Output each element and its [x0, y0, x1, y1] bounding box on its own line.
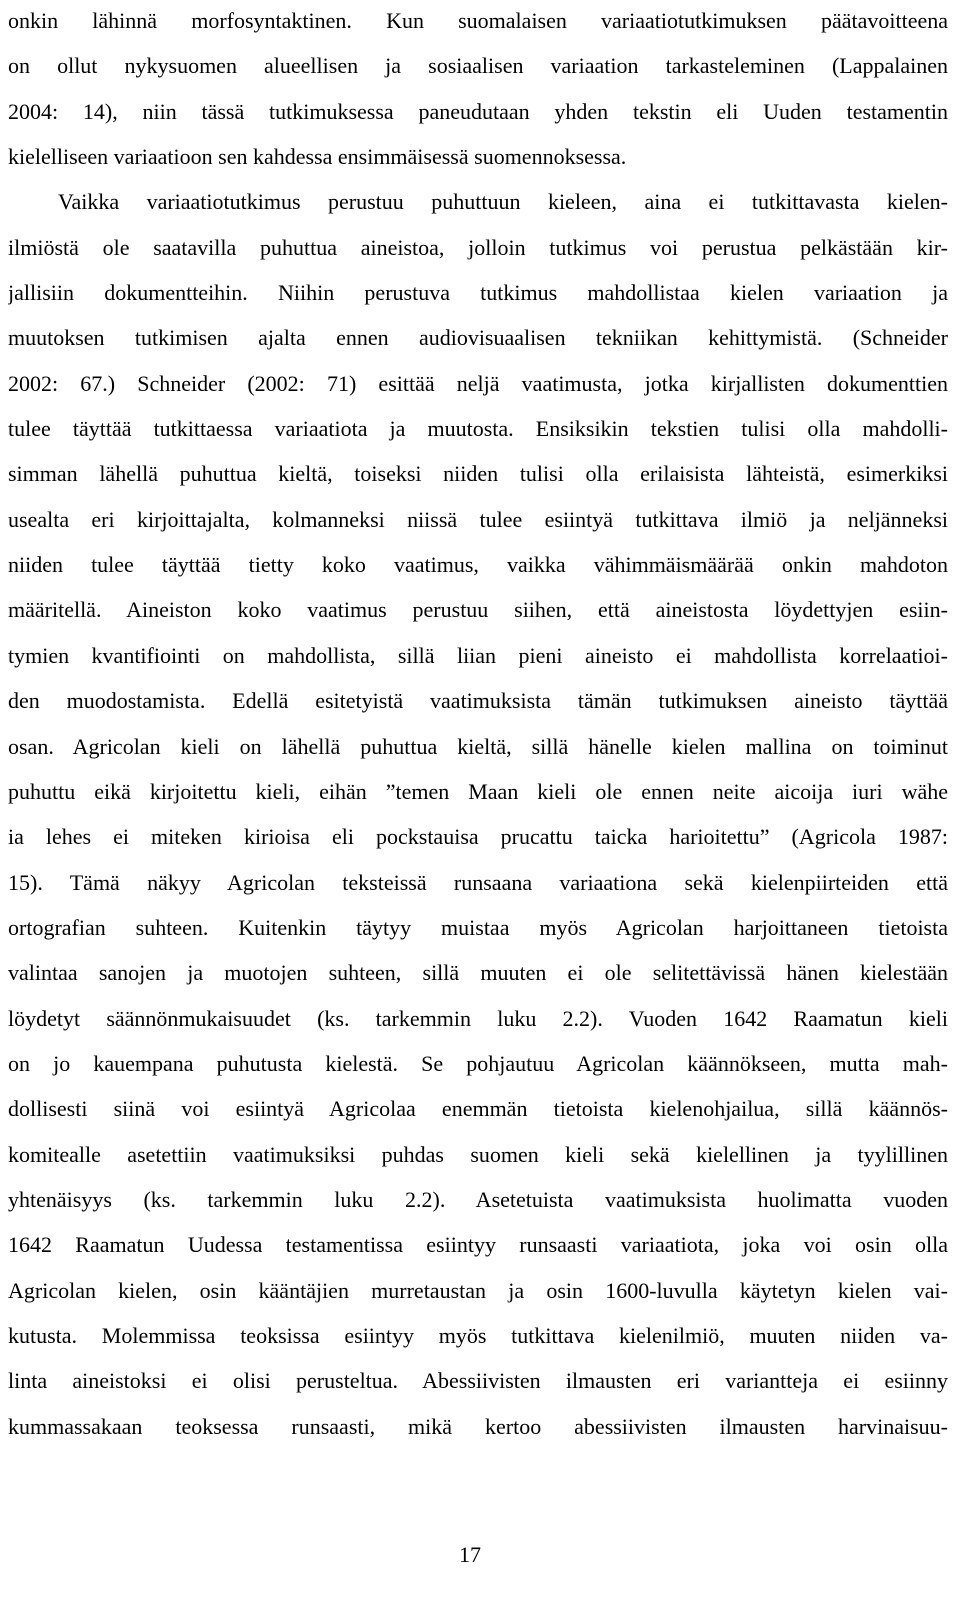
- text-line: muutoksen tutkimisen ajalta ennen audiovisuaalisen tekniikan kehittymistä. (Schneider: [8, 325, 948, 351]
- text-line: on ollut nykysuomen alueellisen ja sosiaalisen variaation tarkasteleminen (Lappalainen: [8, 53, 948, 79]
- text-line: kielelliseen variaatioon sen kahdessa ensimmäisessä suomennoksessa.: [8, 144, 627, 170]
- text-line: den muodostamista. Edellä esitetyistä vaatimuksista tämän tutkimuksen aineisto täyttää: [8, 688, 948, 714]
- text-line: valintaa sanojen ja muotojen suhteen, sillä muuten ei ole selitettävissä hänen kielestään: [8, 960, 948, 986]
- text-line: kutusta. Molemmissa teoksissa esiintyy myös tutkittava kielenilmiö, muuten niiden va-: [8, 1322, 948, 1348]
- text-line: löydetyt säännönmukaisuudet (ks. tarkemmin luku 2.2). Vuoden 1642 Raamatun kieli: [8, 1005, 948, 1031]
- text-line: simman lähellä puhuttua kieltä, toiseksi niiden tulisi olla erilaisista lähteistä, esimerkiksi: [8, 461, 948, 487]
- text-line: on jo kauempana puhutusta kielestä. Se pohjautuu Agricolan käännökseen, mutta mah-: [8, 1050, 948, 1076]
- text-line: ilmiöstä ole saatavilla puhuttua aineistoa, jolloin tutkimus voi perustua pelkästään kir-: [8, 234, 948, 260]
- text-line: dollisesti siinä voi esiintyä Agricolaa enemmän tietoista kielenohjailua, sillä käännös-: [8, 1096, 948, 1122]
- text-line: linta aineistoksi ei olisi perusteltua. Abessiivisten ilmausten eri variantteja ei esiinny: [8, 1368, 948, 1394]
- text-line: komitealle asetettiin vaatimuksiksi puhdas suomen kieli sekä kielellinen ja tyylillinen: [8, 1141, 948, 1167]
- text-line: puhuttu eikä kirjoitettu kieli, eihän ”temen Maan kieli ole ennen neite aicoija iuri wähe: [8, 778, 948, 804]
- text-line: 2002: 67.) Schneider (2002: 71) esittää neljä vaatimusta, jotka kirjallisten dokumenttien: [8, 370, 948, 396]
- text-line: niiden tulee täyttää tietty koko vaatimus, vaikka vähimmäismäärää onkin mahdoton: [8, 552, 948, 578]
- text-line: Agricolan kielen, osin kääntäjien murretaustan ja osin 1600-luvulla käytetyn kielen vai-: [8, 1277, 948, 1303]
- text-line: 15). Tämä näkyy Agricolan teksteissä runsaana variaationa sekä kielenpiirteiden että: [8, 869, 948, 895]
- text-line: 1642 Raamatun Uudessa testamentissa esiintyy runsaasti variaatiota, joka voi osin olla: [8, 1232, 948, 1258]
- text-line: ia lehes ei miteken kirioisa eli pockstauisa prucattu taicka harioitettu” (Agricola 1987:: [8, 824, 948, 850]
- body-text: [8, 0, 948, 1449]
- text-line: yhtenäisyys (ks. tarkemmin luku 2.2). Asetetuista vaatimuksista huolimatta vuoden: [8, 1186, 948, 1212]
- text-line: jallisiin dokumentteihin. Niihin perustuva tutkimus mahdollistaa kielen variaation ja: [8, 280, 948, 306]
- text-line: 2004: 14), niin tässä tutkimuksessa paneudutaan yhden tekstin eli Uuden testamentin: [8, 98, 948, 124]
- text-line: kummassakaan teoksessa runsaasti, mikä kertoo abessiivisten ilmausten harvinaisuu-: [8, 1413, 948, 1439]
- text-line: osan. Agricolan kieli on lähellä puhuttua kieltä, sillä hänelle kielen mallina on toiminut: [8, 733, 948, 759]
- text-line: määritellä. Aineiston koko vaatimus perustuu siihen, että aineistosta löydettyjen esiin-: [8, 597, 948, 623]
- text-line: Vaikka variaatiotutkimus perustuu puhuttuun kieleen, aina ei tutkittavasta kielen-: [58, 189, 948, 215]
- text-line: tulee täyttää tutkittaessa variaatiota ja muutosta. Ensiksikin tekstien tulisi olla mahdolli-: [8, 416, 948, 442]
- text-line: usealta eri kirjoittajalta, kolmanneksi niissä tulee esiintyä tutkittava ilmiö ja neljänneksi: [8, 506, 948, 532]
- text-line: onkin lähinnä morfosyntaktinen. Kun suomalaisen variaatiotutkimuksen päätavoitteena: [8, 8, 948, 33]
- text-line: tymien kvantifiointi on mahdollista, sillä liian pieni aineisto ei mahdollista korrelaatioi-: [8, 642, 948, 668]
- text-line: ortografian suhteen. Kuitenkin täytyy muistaa myös Agricolan harjoittaneen tietoista: [8, 914, 948, 940]
- page-number: 17: [459, 1542, 481, 1567]
